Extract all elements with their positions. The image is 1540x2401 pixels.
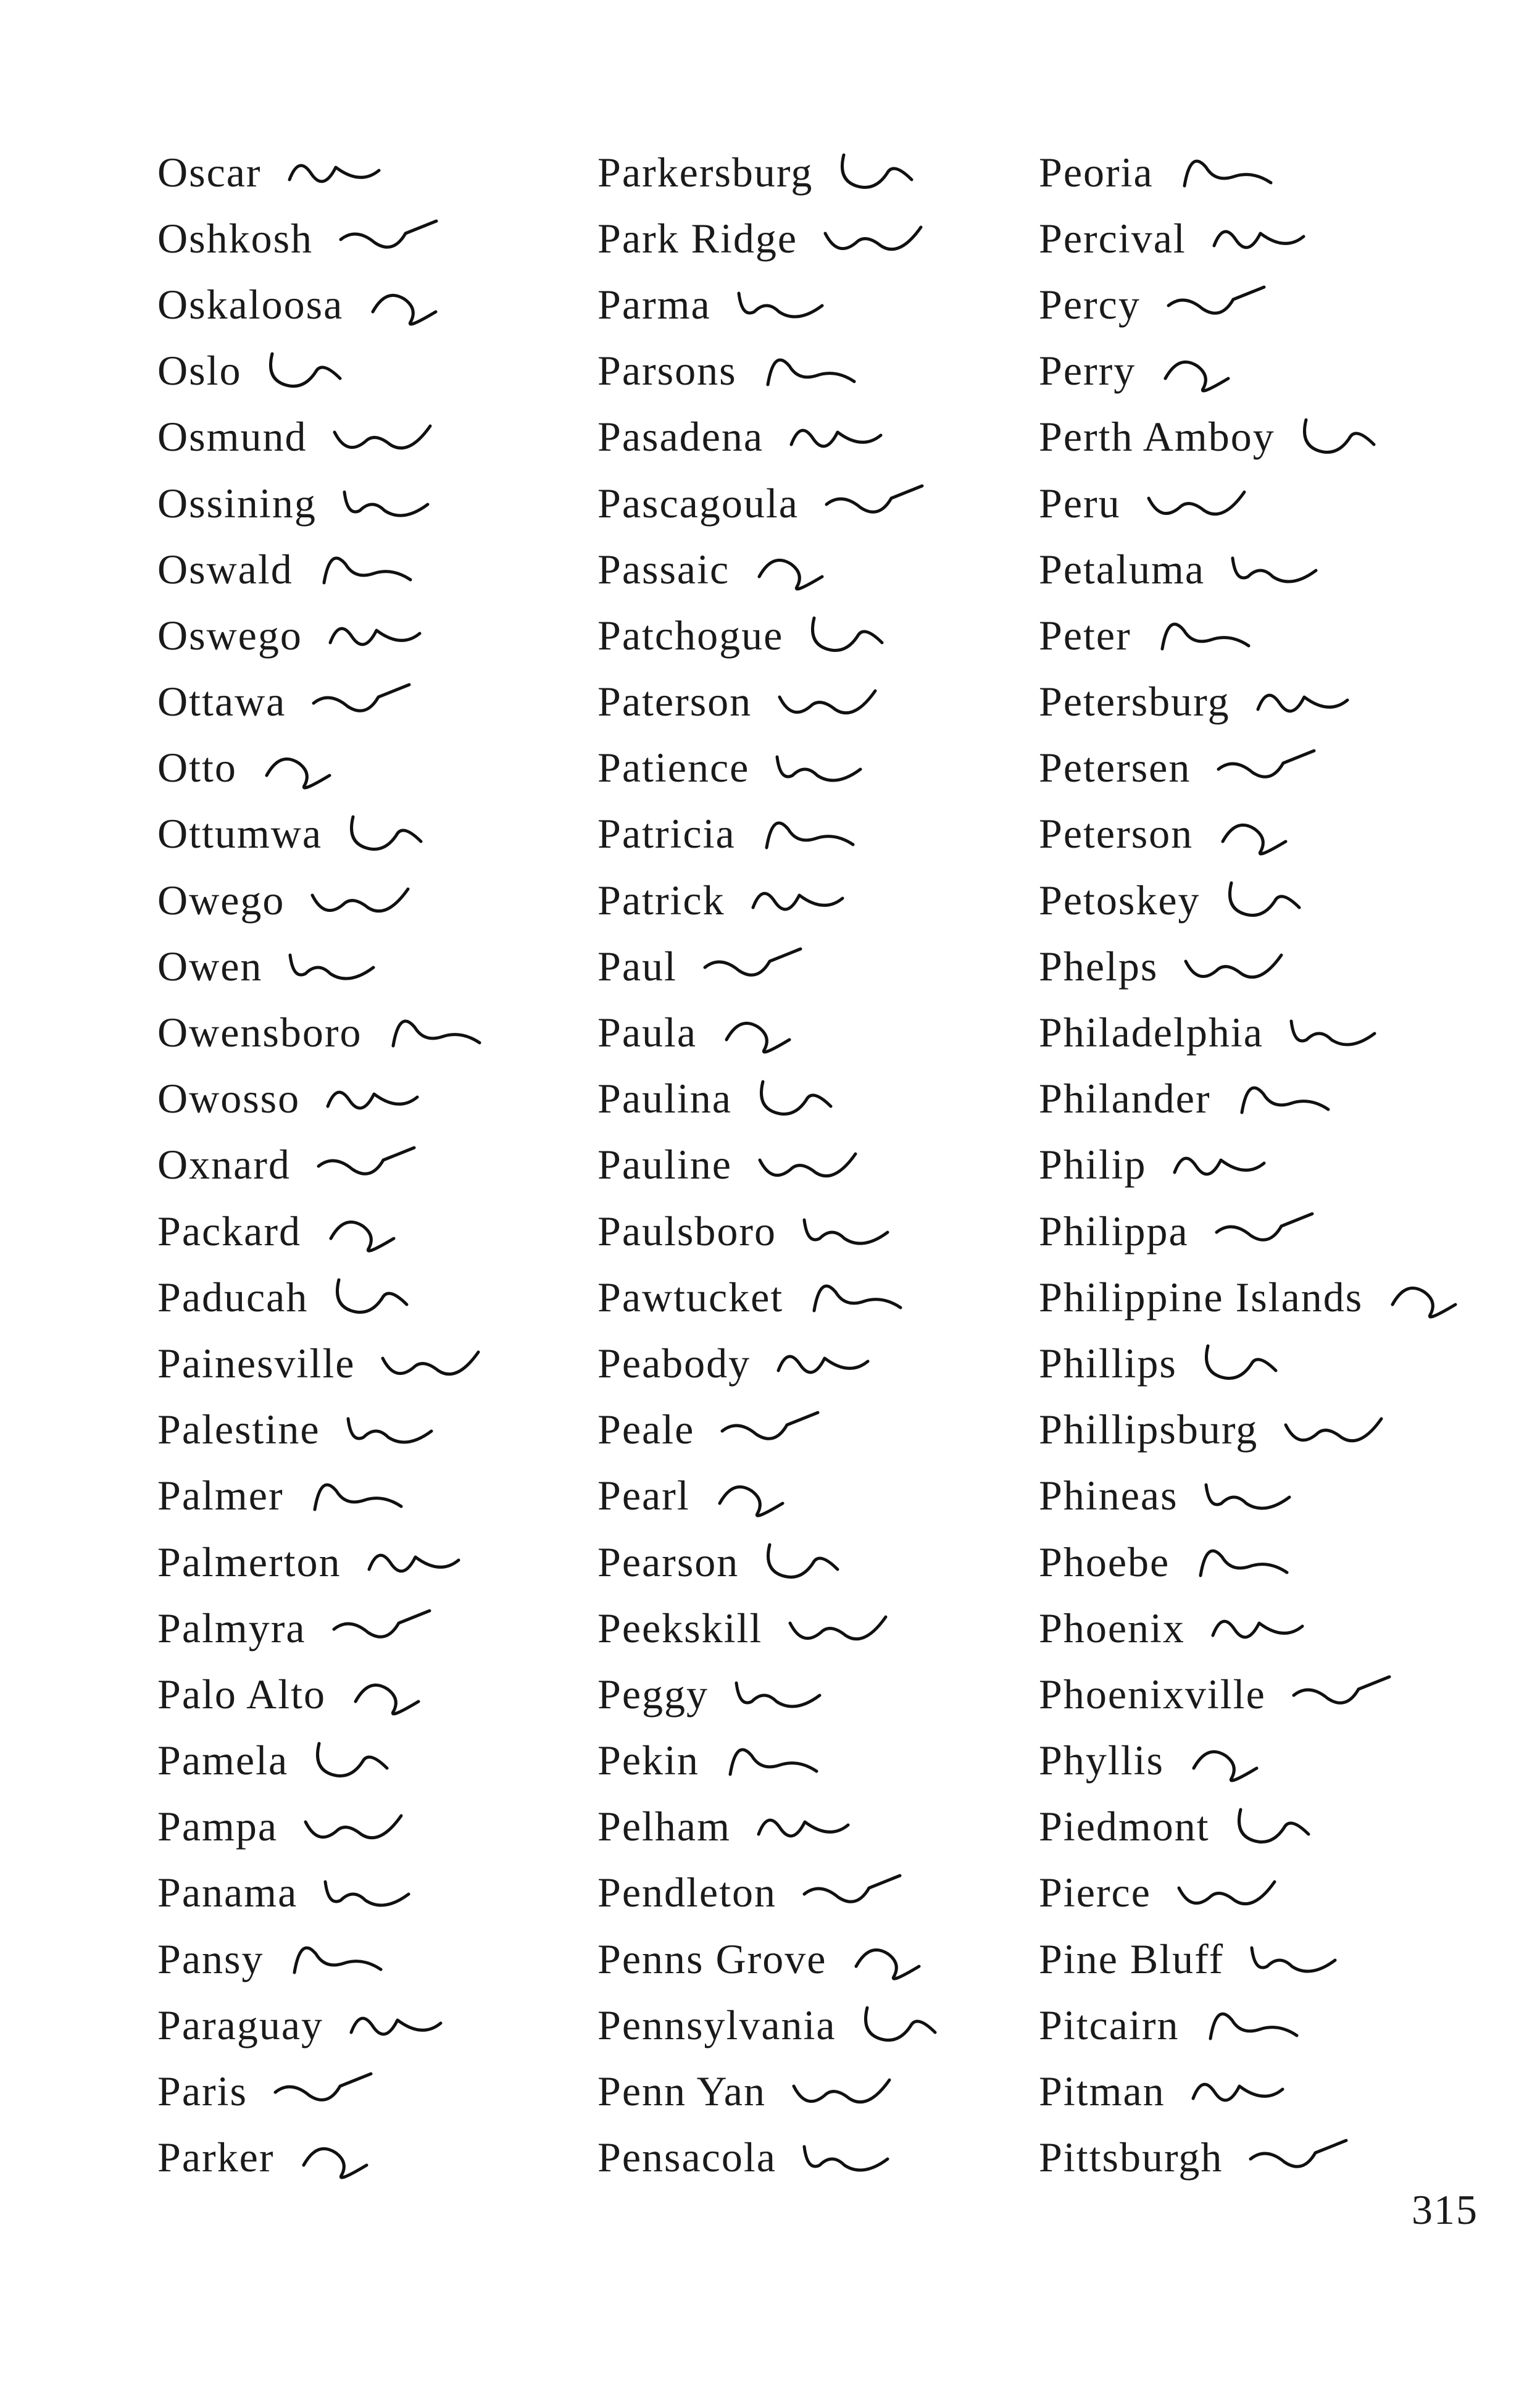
dictionary-entry (157, 1066, 626, 1132)
entry-word: Paraguay (157, 2001, 324, 2048)
dictionary-entry (597, 1529, 1067, 1595)
shorthand-outline-icon (1212, 804, 1329, 866)
entry-word: Petaluma (1039, 545, 1205, 593)
shorthand-outline-icon (795, 2128, 912, 2190)
entry-word: Peggy (597, 1670, 709, 1718)
dictionary-entry (1039, 1860, 1508, 1926)
entry-word: Owosso (157, 1075, 301, 1122)
entry-word: Owen (157, 942, 263, 990)
shorthand-outline-icon (321, 606, 438, 667)
dictionary-entry (597, 1463, 1067, 1529)
dictionary-entry (597, 338, 1067, 404)
dictionary-entry (157, 2058, 626, 2124)
dictionary-entry (157, 999, 626, 1065)
entry-word: Patricia (597, 810, 736, 858)
entry-word: Paula (597, 1009, 697, 1056)
entry-word: Petersen (1039, 744, 1191, 791)
shorthand-outline-icon (304, 672, 422, 734)
shorthand-outline-icon (1159, 275, 1276, 336)
entry-word: Panama (157, 1869, 298, 1916)
dictionary-entry (1039, 404, 1508, 470)
dictionary-entry (1039, 1198, 1508, 1264)
entry-word: Patience (597, 744, 750, 791)
dictionary-entry (597, 1595, 1067, 1661)
shorthand-outline-icon (256, 738, 373, 800)
shorthand-outline-icon (768, 738, 885, 800)
dictionary-entry (1039, 1992, 1508, 2058)
dictionary-entry (157, 669, 626, 735)
dictionary-entry (597, 1198, 1067, 1264)
entry-word: Pasadena (597, 413, 764, 461)
dictionary-entry (157, 1727, 626, 1793)
shorthand-outline-icon (312, 540, 429, 601)
entry-word: Ossining (157, 479, 317, 527)
shorthand-outline-icon (373, 1334, 491, 1395)
entry-word: Otto (157, 744, 237, 791)
dictionary-entry (597, 404, 1067, 470)
shorthand-outline-icon (754, 804, 872, 866)
dictionary-entry (597, 470, 1067, 536)
shorthand-outline-icon (751, 1069, 868, 1131)
entry-word: Perry (1039, 347, 1136, 395)
shorthand-outline-icon (341, 804, 458, 866)
dictionary-entry (597, 867, 1067, 933)
dictionary-entry (157, 1463, 626, 1529)
dictionary-entry (1039, 139, 1508, 205)
shorthand-outline-icon (339, 1400, 456, 1462)
shorthand-outline-icon (795, 1201, 912, 1263)
shorthand-outline-icon (757, 1532, 875, 1594)
entry-word: Pearl (597, 1472, 690, 1519)
entry-word: Palmerton (157, 1538, 341, 1585)
dictionary-entry (597, 1132, 1067, 1198)
shorthand-outline-icon (727, 1664, 844, 1726)
entry-word: Peekskill (597, 1604, 763, 1651)
entry-word: Paulsboro (597, 1207, 776, 1255)
dictionary-entry (157, 1198, 626, 1264)
entry-word: Philippa (1039, 1207, 1189, 1255)
column-2 (597, 139, 1067, 2190)
dictionary-entry (1039, 1066, 1508, 1132)
shorthand-outline-icon (718, 1731, 835, 1793)
dictionary-entry (157, 338, 626, 404)
column-1 (157, 139, 626, 2190)
entry-word: Peale (597, 1406, 695, 1453)
shorthand-outline-icon (749, 1797, 867, 1859)
dictionary-entry (1039, 1595, 1508, 1661)
shorthand-outline-icon (1170, 1863, 1287, 1925)
shorthand-outline-icon (831, 143, 949, 204)
shorthand-outline-icon (696, 937, 813, 998)
entry-word: Penn Yan (597, 2068, 766, 2115)
entry-word: Patrick (597, 876, 725, 924)
entry-word: Pauline (597, 1141, 732, 1188)
dictionary-entry (157, 801, 626, 867)
shorthand-outline-icon (845, 1929, 962, 1991)
dictionary-entry (157, 2124, 626, 2190)
entry-word: Phillipsburg (1039, 1406, 1259, 1453)
shorthand-outline-icon (817, 474, 934, 535)
entry-word: Pansy (157, 1935, 264, 1982)
shorthand-outline-icon (281, 937, 398, 998)
dictionary-entry (597, 933, 1067, 999)
dictionary-entry (1039, 1661, 1508, 1727)
dictionary-entry (1039, 867, 1508, 933)
dictionary-entry (1039, 602, 1508, 668)
entry-word: Parma (597, 280, 711, 328)
shorthand-outline-icon (1196, 1334, 1313, 1395)
shorthand-outline-icon (1172, 143, 1289, 204)
shorthand-outline-icon (785, 2061, 902, 2123)
entry-word: Oshkosh (157, 214, 314, 262)
shorthand-outline-icon (1381, 1267, 1499, 1329)
entry-word: Peter (1039, 611, 1131, 659)
shorthand-outline-icon (1207, 1201, 1325, 1263)
entry-word: Osmund (157, 413, 307, 461)
shorthand-outline-icon (1197, 1466, 1314, 1528)
entry-word: Passaic (597, 545, 730, 593)
shorthand-outline-icon (362, 275, 479, 336)
dictionary-entry (157, 1595, 626, 1661)
dictionary-entry (1039, 1264, 1508, 1330)
dictionary-entry (1039, 1330, 1508, 1396)
entry-word: Oxnard (157, 1141, 291, 1188)
entry-word: Paulina (597, 1075, 732, 1122)
shorthand-outline-icon (1183, 1731, 1300, 1793)
shorthand-outline-icon (360, 1532, 477, 1594)
dictionary-entry (597, 1066, 1067, 1132)
shorthand-outline-icon (296, 1797, 414, 1859)
dictionary-entry (597, 139, 1067, 205)
shorthand-outline-icon (260, 341, 377, 403)
shorthand-outline-icon (1165, 1135, 1283, 1197)
shorthand-outline-icon (730, 275, 847, 336)
shorthand-outline-icon (303, 871, 420, 932)
dictionary-entry (597, 1264, 1067, 1330)
shorthand-outline-icon (802, 1267, 919, 1329)
entry-word: Petersburg (1039, 678, 1230, 725)
entry-word: Percy (1039, 280, 1141, 328)
dictionary-entry (597, 735, 1067, 801)
dictionary-entry (157, 1330, 626, 1396)
dictionary-entry (1039, 801, 1508, 867)
entry-word: Parker (157, 2134, 275, 2181)
dictionary-entry (157, 271, 626, 337)
entry-word: Paul (597, 942, 677, 990)
shorthand-outline-icon (325, 1598, 442, 1660)
shorthand-outline-icon (769, 1334, 886, 1395)
entry-word: Paducah (157, 1273, 309, 1321)
shorthand-outline-icon (282, 1929, 399, 1991)
dictionary-entry (157, 1793, 626, 1860)
dictionary-entry (1039, 205, 1508, 271)
entry-word: Pamela (157, 1737, 289, 1784)
shorthand-outline-icon (770, 672, 888, 734)
shorthand-outline-icon (713, 1400, 830, 1462)
entry-word: Pensacola (597, 2134, 776, 2181)
shorthand-outline-icon (280, 143, 397, 204)
entry-word: Phoebe (1039, 1538, 1170, 1585)
shorthand-outline-icon (307, 1731, 424, 1793)
entry-word: Piedmont (1039, 1803, 1210, 1850)
dictionary-entry (1039, 536, 1508, 602)
entry-word: Pittsburgh (1039, 2134, 1223, 2181)
shorthand-outline-icon (335, 474, 452, 535)
shorthand-outline-icon (1223, 540, 1341, 601)
entry-word: Phoenixville (1039, 1670, 1266, 1718)
shorthand-outline-icon (320, 1201, 437, 1263)
dictionary-entry (157, 602, 626, 668)
dictionary-entry (157, 867, 626, 933)
dictionary-entry (597, 1330, 1067, 1396)
entry-word: Paris (157, 2068, 248, 2115)
entry-word: Owensboro (157, 1009, 362, 1056)
shorthand-outline-icon (1219, 871, 1336, 932)
entry-word: Pearson (597, 1538, 739, 1585)
entry-word: Phineas (1039, 1472, 1178, 1519)
shorthand-outline-icon (709, 1466, 826, 1528)
shorthand-outline-icon (795, 1863, 912, 1925)
shorthand-outline-icon (327, 1267, 444, 1329)
entry-word: Phillips (1039, 1339, 1177, 1387)
entry-word: Phyllis (1039, 1737, 1164, 1784)
dictionary-entry (157, 1529, 626, 1595)
shorthand-outline-icon (1184, 2061, 1301, 2123)
entry-word: Paterson (597, 678, 752, 725)
column-3 (1039, 139, 1508, 2190)
entry-word: Peabody (597, 1339, 751, 1387)
dictionary-entry (1039, 470, 1508, 536)
shorthand-outline-icon (755, 341, 873, 403)
shorthand-outline-icon (1209, 738, 1326, 800)
dictionary-entry (157, 933, 626, 999)
entry-word: Oskaloosa (157, 280, 344, 328)
entry-word: Oslo (157, 347, 242, 395)
entry-word: Parsons (597, 347, 737, 395)
entry-word: Philadelphia (1039, 1009, 1263, 1056)
shorthand-outline-icon (1294, 407, 1411, 469)
entry-word: Ottawa (157, 678, 286, 725)
dictionary-entry (1039, 1727, 1508, 1793)
shorthand-outline-icon (381, 1003, 498, 1064)
dictionary-entry (1039, 1529, 1508, 1595)
dictionary-entry (597, 205, 1067, 271)
dictionary-entry (1039, 271, 1508, 337)
dictionary-entry (1039, 338, 1508, 404)
entry-word: Patchogue (597, 611, 784, 659)
entry-word: Pendleton (597, 1869, 776, 1916)
dictionary-entry (1039, 1463, 1508, 1529)
entry-word: Palmyra (157, 1604, 306, 1651)
entry-word: Peterson (1039, 810, 1194, 858)
shorthand-outline-icon (744, 871, 861, 932)
dictionary-entry (157, 1926, 626, 1992)
shorthand-outline-icon (318, 1069, 436, 1131)
dictionary-entry (157, 205, 626, 271)
shorthand-outline-icon (316, 1863, 433, 1925)
shorthand-outline-icon (1230, 1069, 1347, 1131)
dictionary-entry (597, 1661, 1067, 1727)
entry-word: Penns Grove (597, 1935, 827, 1982)
shorthand-outline-icon (1228, 1797, 1346, 1859)
page-number: 315 (1412, 2186, 1478, 2233)
entry-word: Phoenix (1039, 1604, 1185, 1651)
shorthand-outline-icon (782, 407, 899, 469)
shorthand-outline-icon (715, 1003, 833, 1064)
entry-word: Pitcairn (1039, 2001, 1180, 2048)
dictionary-entry (597, 271, 1067, 337)
entry-word: Philippine Islands (1039, 1273, 1363, 1321)
dictionary-entry (1039, 999, 1508, 1065)
entry-word: Packard (157, 1207, 302, 1255)
shorthand-outline-icon (1282, 1003, 1399, 1064)
dictionary-entry (597, 602, 1067, 668)
dictionary-entry (597, 2124, 1067, 2190)
dictionary-entry (1039, 1132, 1508, 1198)
entry-word: Peru (1039, 479, 1121, 527)
dictionary-entry (1039, 735, 1508, 801)
entry-word: Ottumwa (157, 810, 323, 858)
dictionary-entry (597, 1992, 1067, 2058)
dictionary-entry (1039, 2124, 1508, 2190)
dictionary-entry (157, 1397, 626, 1463)
entry-word: Oswald (157, 545, 293, 593)
shorthand-outline-icon (1154, 341, 1272, 403)
entry-word: Perth Amboy (1039, 413, 1275, 461)
shorthand-outline-icon (1204, 1598, 1321, 1660)
dictionary-entry (597, 1860, 1067, 1926)
shorthand-outline-icon (293, 2128, 410, 2190)
shorthand-outline-icon (344, 1664, 462, 1726)
dictionary-entry (597, 1793, 1067, 1860)
dictionary-entry (1039, 669, 1508, 735)
shorthand-outline-icon (1198, 1995, 1315, 2057)
shorthand-outline-icon (302, 1466, 420, 1528)
dictionary-entry (157, 139, 626, 205)
entry-word: Painesville (157, 1339, 356, 1387)
dictionary-entry (157, 1860, 626, 1926)
entry-word: Pawtucket (597, 1273, 784, 1321)
shorthand-outline-icon (855, 1995, 972, 2057)
dictionary-entry (597, 536, 1067, 602)
dictionary-entry (157, 735, 626, 801)
entry-word: Philander (1039, 1075, 1211, 1122)
entry-word: Pitman (1039, 2068, 1165, 2115)
dictionary-entry (1039, 2058, 1508, 2124)
entry-word: Owego (157, 876, 285, 924)
entry-word: Pascagoula (597, 479, 799, 527)
shorthand-outline-icon (1284, 1664, 1402, 1726)
dictionary-entry (597, 1397, 1067, 1463)
shorthand-outline-icon (1241, 2128, 1359, 2190)
dictionary-entry (597, 669, 1067, 735)
shorthand-outline-icon (331, 209, 449, 270)
dictionary-entry (157, 470, 626, 536)
dictionary-entry (597, 801, 1067, 867)
dictionary-entry (157, 1264, 626, 1330)
dictionary-entry (157, 1661, 626, 1727)
shorthand-outline-icon (781, 1598, 898, 1660)
entry-word: Palmer (157, 1472, 284, 1519)
entry-word: Pampa (157, 1803, 278, 1850)
entry-word: Petoskey (1039, 876, 1201, 924)
dictionary-entry (597, 2058, 1067, 2124)
dictionary-entry (1039, 1926, 1508, 1992)
dictionary-entry (597, 1926, 1067, 1992)
entry-word: Park Ridge (597, 214, 798, 262)
shorthand-outline-icon (1242, 1929, 1360, 1991)
shorthand-outline-icon (1249, 672, 1366, 734)
shorthand-outline-icon (266, 2061, 383, 2123)
entry-word: Oscar (157, 148, 262, 196)
entry-word: Pierce (1039, 1869, 1151, 1916)
shorthand-outline-icon (1176, 937, 1294, 998)
entry-word: Percival (1039, 214, 1186, 262)
shorthand-outline-icon (1188, 1532, 1305, 1594)
entry-word: Pennsylvania (597, 2001, 836, 2048)
shorthand-outline-icon (309, 1135, 427, 1197)
dictionary-entry (1039, 933, 1508, 999)
shorthand-outline-icon (802, 606, 919, 667)
shorthand-outline-icon (1139, 474, 1257, 535)
entry-word: Pelham (597, 1803, 731, 1850)
entry-word: Oswego (157, 611, 302, 659)
entry-word: Pekin (597, 1737, 699, 1784)
dictionary-entry (157, 536, 626, 602)
dictionary-entry (1039, 1397, 1508, 1463)
shorthand-outline-icon (1276, 1400, 1394, 1462)
shorthand-outline-icon (342, 1995, 459, 2057)
dictionary-entry (597, 1727, 1067, 1793)
shorthand-outline-icon (1205, 209, 1322, 270)
shorthand-outline-icon (751, 1135, 868, 1197)
shorthand-outline-icon (748, 540, 865, 601)
shorthand-outline-icon (325, 407, 443, 469)
dictionary-entry (1039, 1793, 1508, 1860)
entry-word: Pine Bluff (1039, 1935, 1225, 1982)
entry-word: Peoria (1039, 148, 1154, 196)
entry-word: Philip (1039, 1141, 1147, 1188)
dictionary-entry (157, 1992, 626, 2058)
entry-word: Phelps (1039, 942, 1159, 990)
entry-word: Palo Alto (157, 1670, 327, 1718)
shorthand-outline-icon (1150, 606, 1267, 667)
dictionary-entry (157, 404, 626, 470)
shorthand-outline-icon (816, 209, 933, 270)
dictionary-entry (157, 1132, 626, 1198)
entry-word: Parkersburg (597, 148, 814, 196)
dictionary-entry (597, 999, 1067, 1065)
entry-word: Palestine (157, 1406, 320, 1453)
